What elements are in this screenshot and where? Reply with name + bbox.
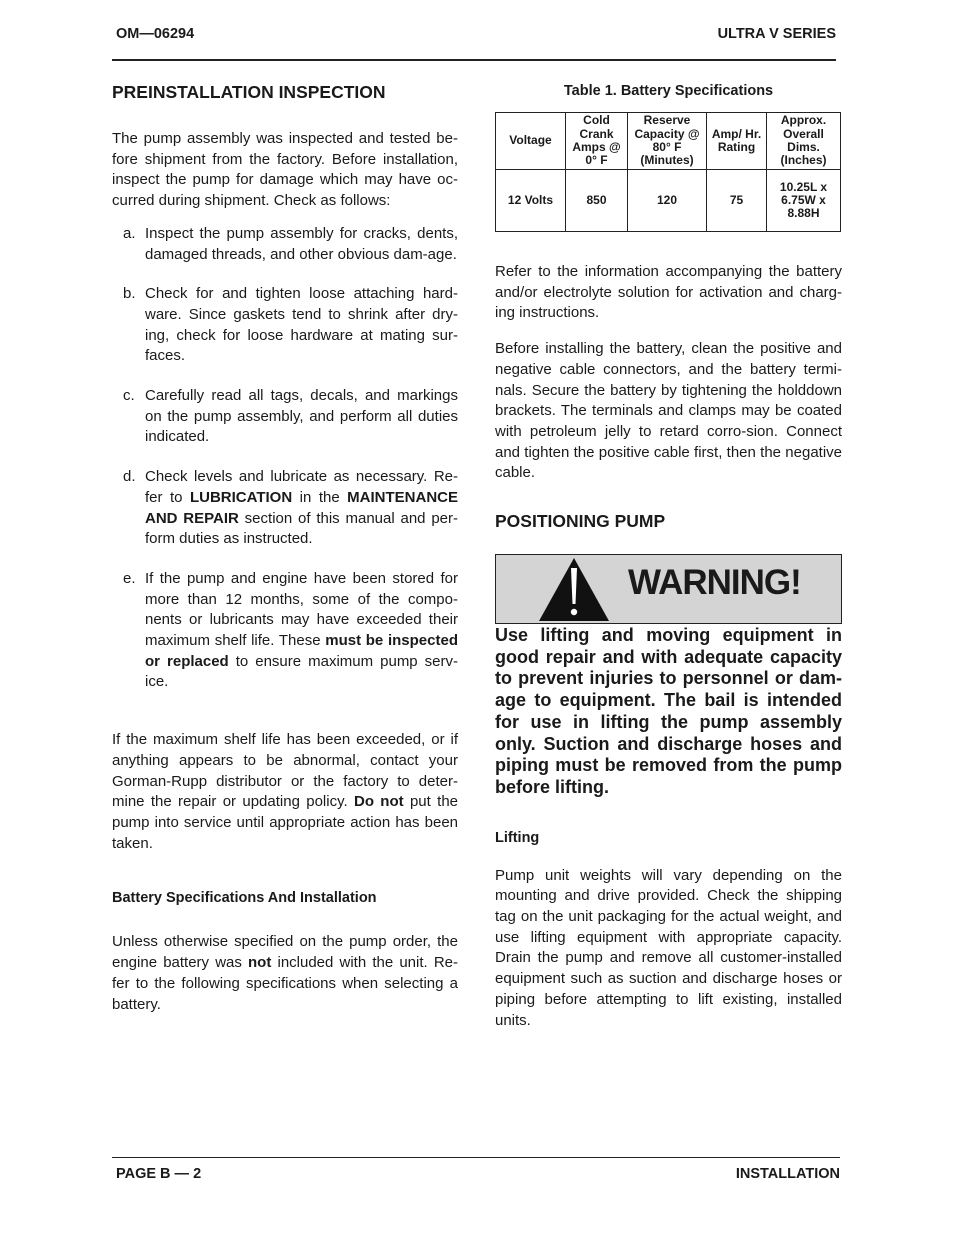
- table-cell: 10.25L x 6.75W x 8.88H: [767, 170, 841, 232]
- table-cell: 12 Volts: [496, 170, 566, 232]
- header-rule: [112, 59, 836, 61]
- inspection-steps: [112, 224, 458, 693]
- battery-heading: Battery Specifications And Installation: [112, 890, 377, 907]
- paragraph-part: put the pump into service until appropriate action has been taken.: [112, 793, 459, 852]
- step-text-part: section of this manual and per-form duties as instructed.: [145, 509, 458, 548]
- preinstallation-intro: The pump assembly was inspected and tested be-fore shipment from the factory. Before installation, inspect the pump for damage which may have oc-curred during shipment. Check as follows:: [112, 130, 458, 210]
- battery-refer-paragraph: Refer to the information accompanying the battery and/or electrolyte solution for activation and charg-ing instructions.: [495, 263, 842, 322]
- step-text: Check for and tighten loose attaching hard-ware. Since gaskets tend to shrink after dry-ing, check for loose hardware at mating sur-faces.: [145, 285, 458, 365]
- battery-spec-table: [495, 112, 841, 232]
- table-cell: 120: [628, 170, 707, 232]
- table-title: Table 1. Battery Specifications: [563, 83, 774, 99]
- step-letter: a.: [123, 224, 136, 242]
- warning-text: Use lifting and moving equipment in good repair and with adequate capacity to prevent injuries to personnel or dam-age to equipment. The bail is intended for use in lifting the pump assembly only. Suction and discharge hoses and piping must be removed from the pump before lifting.: [495, 625, 842, 797]
- step-text: [145, 467, 458, 550]
- left-column: [112, 80, 458, 1015]
- emphasis-text: Do not: [353, 793, 404, 811]
- table-header: Cold Crank Amps @ 0° F: [566, 113, 628, 170]
- warning-title: WARNING!: [628, 563, 801, 603]
- step-letter: c.: [123, 387, 135, 405]
- emphasis-text: must be inspected or replaced: [145, 632, 458, 670]
- right-column: [495, 80, 842, 1031]
- battery-paragraph: [112, 932, 458, 1015]
- positioning-heading: POSITIONING PUMP: [495, 511, 666, 532]
- table-cell: 850: [566, 170, 628, 232]
- warning-triangle-icon: [538, 556, 610, 622]
- lubrication-reference: LUBRICATION: [189, 488, 293, 506]
- table-header: Reserve Capacity @ 80° F (Minutes): [628, 113, 707, 170]
- table-header-row: [496, 113, 841, 170]
- table-header: Amp/ Hr. Rating: [707, 113, 767, 170]
- emphasis-text: not: [248, 954, 272, 972]
- step-c: [112, 386, 458, 448]
- footer-rule: [112, 1157, 840, 1158]
- step-text-part: in the: [292, 488, 348, 506]
- lifting-heading: Lifting: [495, 829, 540, 846]
- shelf-life-paragraph: [112, 730, 458, 854]
- table-row: [496, 170, 841, 232]
- step-letter: e.: [123, 569, 136, 587]
- step-text-part: to ensure maximum pump serv-ice.: [145, 652, 458, 691]
- step-text: Inspect the pump assembly for cracks, dents, damaged threads, and other obvious dam-age.: [145, 224, 458, 263]
- step-d: [112, 467, 458, 550]
- page-number: PAGE B — 2: [116, 1166, 202, 1182]
- document-number: OM—06294: [116, 26, 195, 42]
- table-cell: 75: [707, 170, 767, 232]
- table-header: Approx. Overall Dims. (Inches): [767, 113, 841, 170]
- step-text-part: Check levels and lubricate as necessary. Re-fer to: [145, 468, 458, 506]
- step-text: [145, 569, 458, 693]
- maintenance-reference: MAINTENANCE AND REPAIR: [145, 488, 458, 527]
- series-name: ULTRA V SERIES: [717, 26, 836, 42]
- paragraph-part: If the maximum shelf life has been exceeded, or if anything appears to be abnormal, contact your Gorman-Rupp distributor or the factory to deter-mine the repair or updating policy.: [112, 731, 458, 811]
- table-header: Voltage: [496, 113, 566, 170]
- section-name: INSTALLATION: [735, 1166, 840, 1182]
- step-letter: b.: [123, 285, 136, 303]
- step-text-part: If the pump and engine have been stored for more than 12 months, some of the compo-nents or lubricants may have exceeded their maximum shelf life. These: [145, 569, 458, 650]
- battery-install-paragraph: Before installing the battery, clean the positive and negative cable connectors, and the battery termi-nals. Secure the battery by tightening the holddown brackets. The terminals and clamps may be coated with petroleum jelly to retard corro-sion. Connect and tighten the positive cable first, then the negative cable.: [495, 340, 842, 482]
- paragraph-part: included with the unit. Re-fer to the following specifications when selecting a battery.: [112, 954, 458, 1013]
- step-letter: d.: [123, 468, 136, 486]
- step-text: Carefully read all tags, decals, and markings on the pump assembly, and perform all duties indicated.: [145, 387, 458, 446]
- step-b: [112, 284, 458, 367]
- paragraph-part: Unless otherwise specified on the pump order, the engine battery was: [112, 933, 458, 972]
- preinstallation-heading: PREINSTALLATION INSPECTION: [112, 82, 386, 102]
- lifting-paragraph: Pump unit weights will vary depending on the mounting and drive provided. Check the shipping tag on the unit packaging for the actual weight, and use lifting equipment with appropriate capacity. Drain the pump and remove all customer-installed equipment such as suction and discharge hoses or piping before attempting to lift existing, installed units.: [495, 866, 842, 1029]
- warning-banner: [495, 554, 842, 624]
- step-a: [112, 224, 458, 265]
- step-e: [112, 569, 458, 693]
